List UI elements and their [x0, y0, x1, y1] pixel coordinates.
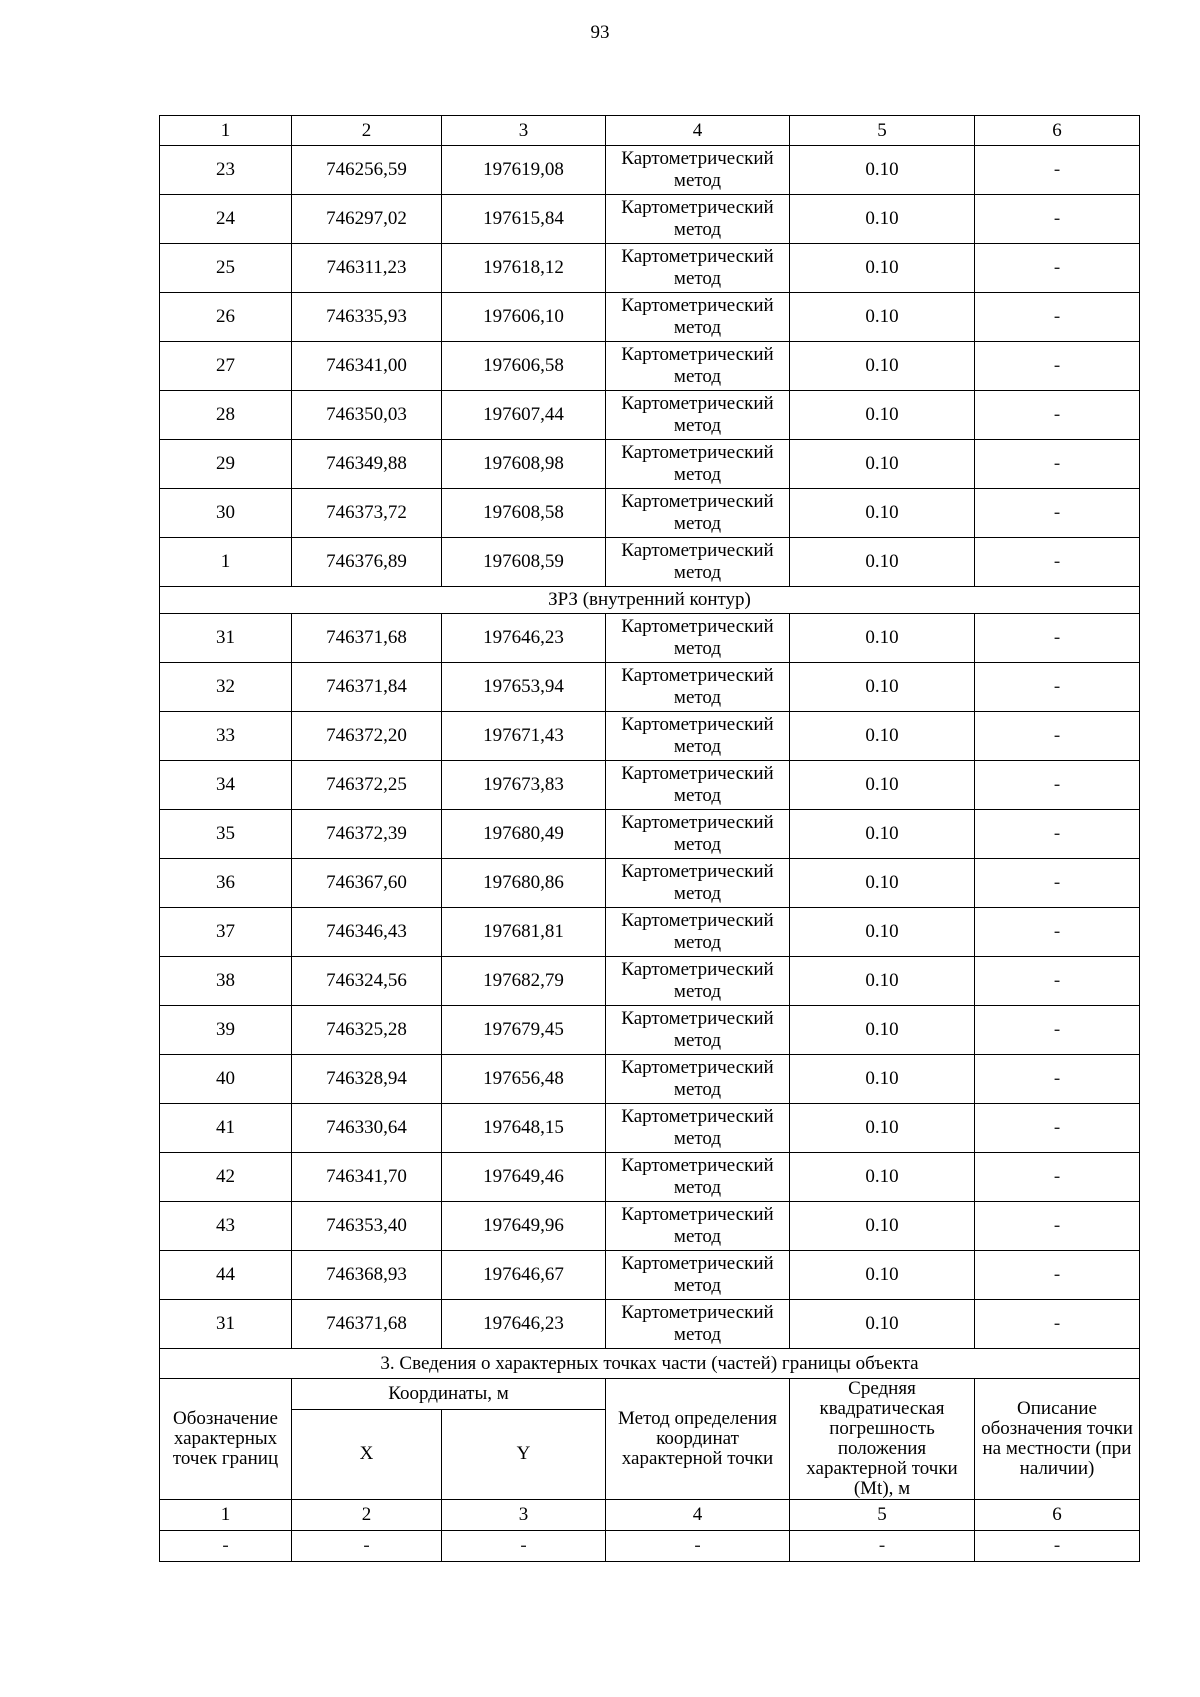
column-number-row — [160, 116, 1140, 146]
table-row — [160, 1202, 1140, 1251]
coordinate-x: 746353,40 — [292, 1202, 442, 1251]
table-row — [160, 538, 1140, 587]
coordinate-x: 746297,02 — [292, 195, 442, 244]
coordinate-y: 197649,96 — [442, 1202, 606, 1251]
coordinate-x: 746372,25 — [292, 761, 442, 810]
header-method: Метод определения координат характерной точки — [606, 1379, 790, 1500]
method-cell: Картометрический метод — [606, 1006, 790, 1055]
point-number: 42 — [160, 1153, 292, 1202]
table-row — [160, 1104, 1140, 1153]
table-row — [160, 810, 1140, 859]
coordinate-x: 746350,03 — [292, 391, 442, 440]
point-number: 43 — [160, 1202, 292, 1251]
table-row — [160, 440, 1140, 489]
coordinate-y: 197615,84 — [442, 195, 606, 244]
description-cell: - — [975, 538, 1140, 587]
method-cell: Картометрический метод — [606, 1153, 790, 1202]
table-row — [160, 146, 1140, 195]
empty-cell: - — [160, 1531, 292, 1562]
description-cell: - — [975, 391, 1140, 440]
point-number: 26 — [160, 293, 292, 342]
accuracy-cell: 0.10 — [790, 146, 975, 195]
coordinate-x: 746328,94 — [292, 1055, 442, 1104]
table-row — [160, 614, 1140, 663]
point-number: 25 — [160, 244, 292, 293]
point-number: 44 — [160, 1251, 292, 1300]
point-number: 36 — [160, 859, 292, 908]
description-cell: - — [975, 1251, 1140, 1300]
description-cell: - — [975, 859, 1140, 908]
coordinate-x: 746325,28 — [292, 1006, 442, 1055]
method-cell: Картометрический метод — [606, 342, 790, 391]
empty-cell: - — [606, 1531, 790, 1562]
method-cell: Картометрический метод — [606, 293, 790, 342]
header-coordinates: Координаты, м — [292, 1379, 606, 1410]
coordinate-y: 197618,12 — [442, 244, 606, 293]
description-cell: - — [975, 663, 1140, 712]
accuracy-cell: 0.10 — [790, 489, 975, 538]
coordinate-x: 746371,84 — [292, 663, 442, 712]
coordinate-y: 197646,23 — [442, 614, 606, 663]
coordinate-x: 746341,00 — [292, 342, 442, 391]
method-cell: Картометрический метод — [606, 859, 790, 908]
column-number: 3 — [442, 116, 606, 146]
empty-cell: - — [975, 1531, 1140, 1562]
table-row — [160, 244, 1140, 293]
coordinate-y: 197679,45 — [442, 1006, 606, 1055]
column-number-row — [160, 1500, 1140, 1531]
description-cell: - — [975, 146, 1140, 195]
point-number: 41 — [160, 1104, 292, 1153]
description-cell: - — [975, 489, 1140, 538]
accuracy-cell: 0.10 — [790, 1104, 975, 1153]
description-cell: - — [975, 614, 1140, 663]
accuracy-cell: 0.10 — [790, 1202, 975, 1251]
column-number: 5 — [790, 1500, 975, 1531]
method-cell: Картометрический метод — [606, 908, 790, 957]
point-number: 32 — [160, 663, 292, 712]
coordinate-y: 197682,79 — [442, 957, 606, 1006]
coordinate-x: 746311,23 — [292, 244, 442, 293]
accuracy-cell: 0.10 — [790, 293, 975, 342]
table-row — [160, 1153, 1140, 1202]
accuracy-cell: 0.10 — [790, 244, 975, 293]
empty-cell: - — [790, 1531, 975, 1562]
column-number: 1 — [160, 1500, 292, 1531]
coordinate-y: 197646,67 — [442, 1251, 606, 1300]
coordinate-y: 197608,98 — [442, 440, 606, 489]
point-number: 29 — [160, 440, 292, 489]
coordinate-y: 197671,43 — [442, 712, 606, 761]
table-row — [160, 1531, 1140, 1562]
table-row — [160, 761, 1140, 810]
table-row — [160, 859, 1140, 908]
method-cell: Картометрический метод — [606, 538, 790, 587]
column-number: 1 — [160, 116, 292, 146]
coordinate-y: 197606,58 — [442, 342, 606, 391]
table-row — [160, 293, 1140, 342]
method-cell: Картометрический метод — [606, 244, 790, 293]
coordinate-x: 746346,43 — [292, 908, 442, 957]
coordinate-x: 746371,68 — [292, 1300, 442, 1349]
point-number: 23 — [160, 146, 292, 195]
section-3-title-row — [160, 1349, 1140, 1379]
coordinate-y: 197681,81 — [442, 908, 606, 957]
coordinate-y: 197648,15 — [442, 1104, 606, 1153]
table-row — [160, 342, 1140, 391]
column-number: 2 — [292, 116, 442, 146]
coordinate-y: 197619,08 — [442, 146, 606, 195]
description-cell: - — [975, 908, 1140, 957]
description-cell: - — [975, 761, 1140, 810]
accuracy-cell: 0.10 — [790, 859, 975, 908]
coordinate-y: 197673,83 — [442, 761, 606, 810]
table-row — [160, 195, 1140, 244]
point-number: 35 — [160, 810, 292, 859]
characteristic-points-table — [159, 115, 1140, 1562]
accuracy-cell: 0.10 — [790, 712, 975, 761]
description-cell: - — [975, 440, 1140, 489]
table-row — [160, 957, 1140, 1006]
column-number: 3 — [442, 1500, 606, 1531]
accuracy-cell: 0.10 — [790, 1006, 975, 1055]
empty-cell: - — [292, 1531, 442, 1562]
point-number: 38 — [160, 957, 292, 1006]
description-cell: - — [975, 1055, 1140, 1104]
accuracy-cell: 0.10 — [790, 1300, 975, 1349]
description-cell: - — [975, 810, 1140, 859]
coordinate-x: 746256,59 — [292, 146, 442, 195]
point-number: 28 — [160, 391, 292, 440]
column-number: 6 — [975, 1500, 1140, 1531]
point-number: 40 — [160, 1055, 292, 1104]
point-number: 1 — [160, 538, 292, 587]
point-number: 37 — [160, 908, 292, 957]
coordinate-y: 197646,23 — [442, 1300, 606, 1349]
description-cell: - — [975, 1300, 1140, 1349]
point-number: 34 — [160, 761, 292, 810]
header-accuracy: Средняя квадратическая погрешность положения характерной точки (Mt), м — [790, 1379, 975, 1500]
table-row — [160, 391, 1140, 440]
table-row — [160, 663, 1140, 712]
coordinate-x: 746372,39 — [292, 810, 442, 859]
section-inner-contour-row — [160, 587, 1140, 614]
accuracy-cell: 0.10 — [790, 957, 975, 1006]
accuracy-cell: 0.10 — [790, 614, 975, 663]
method-cell: Картометрический метод — [606, 489, 790, 538]
coordinate-y: 197649,46 — [442, 1153, 606, 1202]
accuracy-cell: 0.10 — [790, 1251, 975, 1300]
description-cell: - — [975, 957, 1140, 1006]
coordinate-y: 197680,49 — [442, 810, 606, 859]
header-y: Y — [442, 1409, 606, 1500]
section-3-header-row — [160, 1379, 1140, 1410]
method-cell: Картометрический метод — [606, 391, 790, 440]
coordinate-x: 746324,56 — [292, 957, 442, 1006]
column-number: 2 — [292, 1500, 442, 1531]
header-x: X — [292, 1409, 442, 1500]
coordinate-x: 746368,93 — [292, 1251, 442, 1300]
point-number: 24 — [160, 195, 292, 244]
description-cell: - — [975, 1104, 1140, 1153]
accuracy-cell: 0.10 — [790, 538, 975, 587]
accuracy-cell: 0.10 — [790, 391, 975, 440]
coordinate-y: 197656,48 — [442, 1055, 606, 1104]
coordinate-x: 746373,72 — [292, 489, 442, 538]
method-cell: Картометрический метод — [606, 957, 790, 1006]
accuracy-cell: 0.10 — [790, 342, 975, 391]
point-number: 39 — [160, 1006, 292, 1055]
empty-cell: - — [442, 1531, 606, 1562]
description-cell: - — [975, 195, 1140, 244]
method-cell: Картометрический метод — [606, 761, 790, 810]
section-3-title: 3. Сведения о характерных точках части (частей) границы объекта — [160, 1349, 1140, 1379]
description-cell: - — [975, 342, 1140, 391]
column-number: 4 — [606, 116, 790, 146]
coordinate-x: 746349,88 — [292, 440, 442, 489]
method-cell: Картометрический метод — [606, 663, 790, 712]
method-cell: Картометрический метод — [606, 1055, 790, 1104]
description-cell: - — [975, 244, 1140, 293]
coordinate-y: 197608,58 — [442, 489, 606, 538]
page-number: 93 — [590, 22, 610, 43]
method-cell: Картометрический метод — [606, 1251, 790, 1300]
point-number: 33 — [160, 712, 292, 761]
column-number: 6 — [975, 116, 1140, 146]
description-cell: - — [975, 293, 1140, 342]
accuracy-cell: 0.10 — [790, 1153, 975, 1202]
description-cell: - — [975, 712, 1140, 761]
accuracy-cell: 0.10 — [790, 908, 975, 957]
accuracy-cell: 0.10 — [790, 761, 975, 810]
description-cell: - — [975, 1153, 1140, 1202]
table-row — [160, 1300, 1140, 1349]
point-number: 30 — [160, 489, 292, 538]
column-number: 5 — [790, 116, 975, 146]
table-row — [160, 489, 1140, 538]
coordinate-x: 746341,70 — [292, 1153, 442, 1202]
method-cell: Картометрический метод — [606, 146, 790, 195]
table-row — [160, 908, 1140, 957]
description-cell: - — [975, 1202, 1140, 1251]
coordinate-x: 746372,20 — [292, 712, 442, 761]
method-cell: Картометрический метод — [606, 1202, 790, 1251]
method-cell: Картометрический метод — [606, 440, 790, 489]
point-number: 31 — [160, 1300, 292, 1349]
table-row — [160, 712, 1140, 761]
coordinate-y: 197608,59 — [442, 538, 606, 587]
section-inner-contour: ЗРЗ (внутренний контур) — [160, 587, 1140, 614]
column-number: 4 — [606, 1500, 790, 1531]
method-cell: Картометрический метод — [606, 1300, 790, 1349]
coordinate-y: 197606,10 — [442, 293, 606, 342]
accuracy-cell: 0.10 — [790, 663, 975, 712]
coordinate-y: 197607,44 — [442, 391, 606, 440]
coordinate-x: 746367,60 — [292, 859, 442, 908]
method-cell: Картометрический метод — [606, 195, 790, 244]
description-cell: - — [975, 1006, 1140, 1055]
coordinate-x: 746376,89 — [292, 538, 442, 587]
coordinate-y: 197653,94 — [442, 663, 606, 712]
table-row — [160, 1055, 1140, 1104]
method-cell: Картометрический метод — [606, 712, 790, 761]
point-number: 31 — [160, 614, 292, 663]
coordinate-x: 746371,68 — [292, 614, 442, 663]
method-cell: Картометрический метод — [606, 1104, 790, 1153]
point-number: 27 — [160, 342, 292, 391]
coordinate-x: 746335,93 — [292, 293, 442, 342]
table-row — [160, 1006, 1140, 1055]
accuracy-cell: 0.10 — [790, 1055, 975, 1104]
table-row — [160, 1251, 1140, 1300]
accuracy-cell: 0.10 — [790, 810, 975, 859]
header-description: Описание обозначения точки на местности (при наличии) — [975, 1379, 1140, 1500]
coordinate-x: 746330,64 — [292, 1104, 442, 1153]
accuracy-cell: 0.10 — [790, 440, 975, 489]
coordinate-y: 197680,86 — [442, 859, 606, 908]
method-cell: Картометрический метод — [606, 810, 790, 859]
accuracy-cell: 0.10 — [790, 195, 975, 244]
header-point-designation: Обозначение характерных точек границ — [160, 1379, 292, 1500]
method-cell: Картометрический метод — [606, 614, 790, 663]
